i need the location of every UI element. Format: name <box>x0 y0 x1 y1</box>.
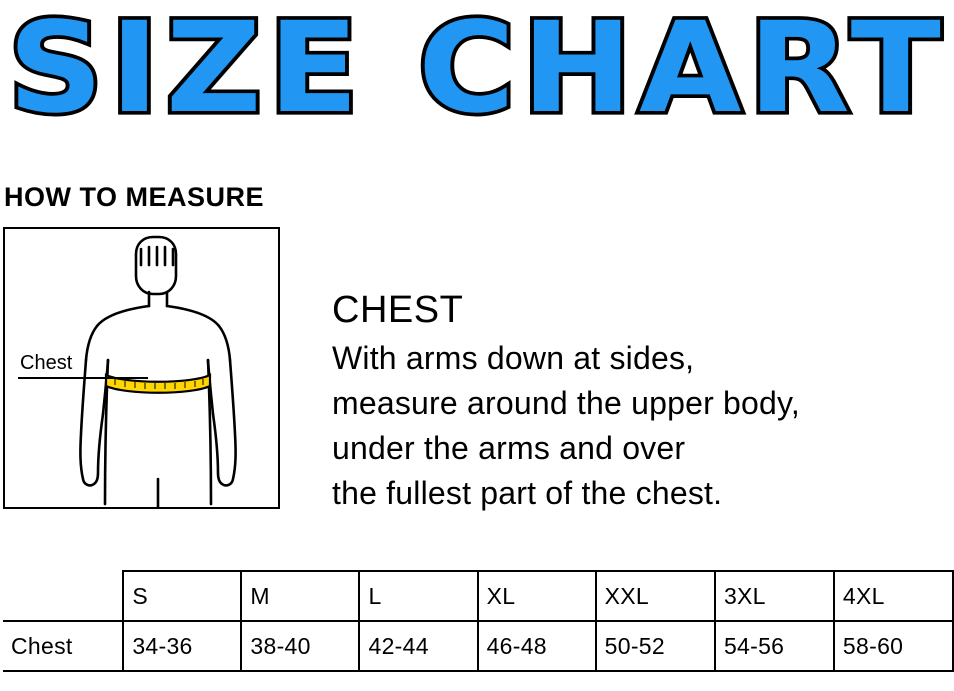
chest-description-line-3: under the arms and over <box>332 430 686 466</box>
table-header-3xl: 3XL <box>715 571 834 621</box>
chest-description-block <box>332 288 948 516</box>
table-cell-chest-xl: 46-48 <box>478 621 596 671</box>
table-header-xxl: XXL <box>596 571 715 621</box>
table-cell-chest-s: 34-36 <box>123 621 241 671</box>
table-row-label-chest: Chest <box>3 621 123 671</box>
chest-description-heading: CHEST <box>332 289 464 331</box>
chest-description-line-1: With arms down at sides, <box>332 340 695 376</box>
table-header-4xl: 4XL <box>834 571 953 621</box>
table-header-m: M <box>241 571 359 621</box>
page-title-banner <box>0 0 954 150</box>
how-to-measure-heading: HOW TO MEASURE <box>4 182 265 212</box>
table-cell-chest-xxl: 50-52 <box>596 621 715 671</box>
page-title: SIZE CHART <box>8 0 948 141</box>
table-corner-cell <box>3 571 123 621</box>
figure-chest-label: Chest <box>20 352 73 374</box>
table-cell-chest-m: 38-40 <box>241 621 359 671</box>
size-chart-table <box>3 570 954 672</box>
table-header-row <box>3 571 953 621</box>
table-cell-chest-3xl: 54-56 <box>715 621 834 671</box>
chest-leader-line <box>18 377 148 379</box>
table-header-s: S <box>123 571 241 621</box>
chest-description-line-2: measure around the upper body, <box>332 385 800 421</box>
table-cell-chest-l: 42-44 <box>359 621 477 671</box>
table-header-xl: XL <box>478 571 596 621</box>
table-header-l: L <box>359 571 477 621</box>
table-cell-chest-4xl: 58-60 <box>834 621 953 671</box>
table-row <box>3 621 953 671</box>
chest-description-line-4: the fullest part of the chest. <box>332 475 723 511</box>
